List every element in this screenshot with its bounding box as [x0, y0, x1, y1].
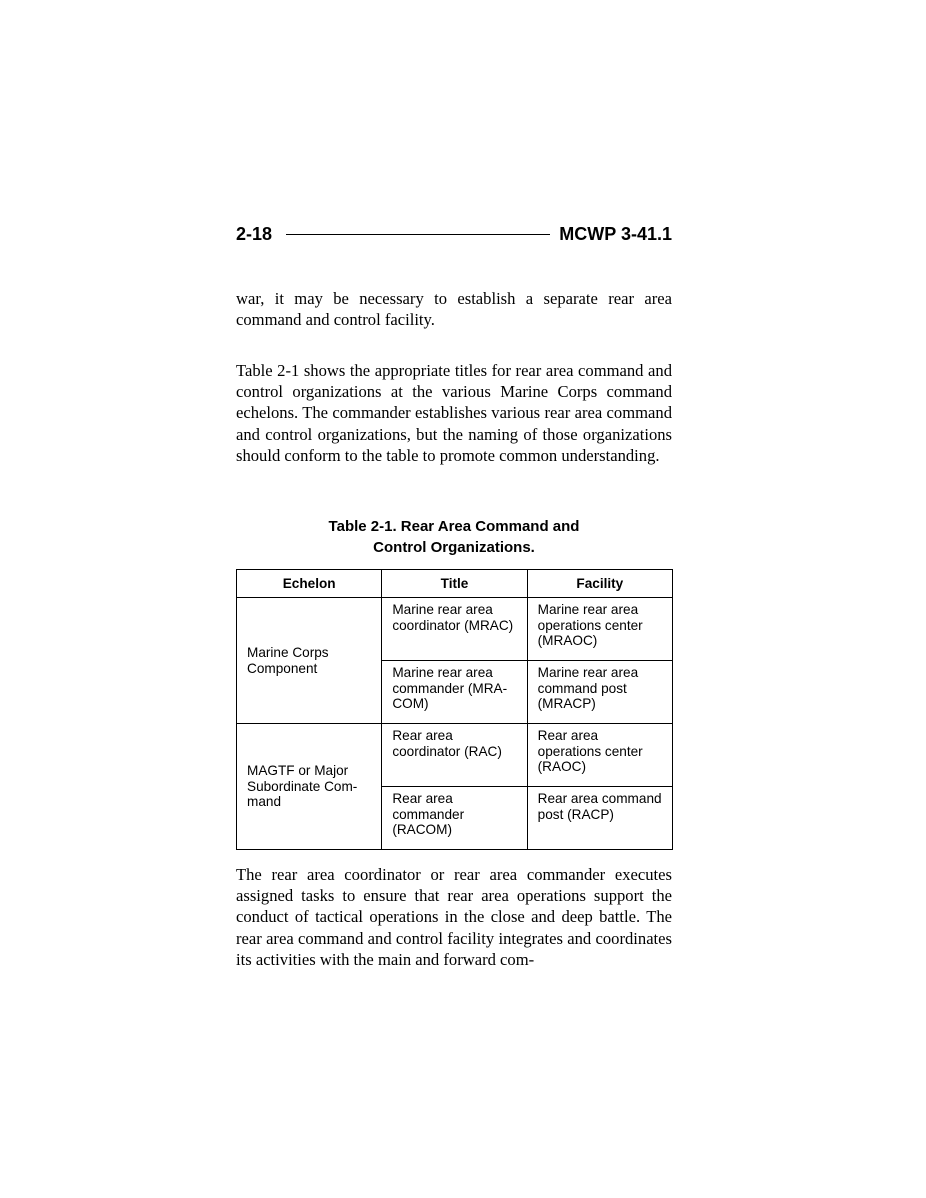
- table-header-row: [237, 570, 673, 598]
- paragraph-intro: war, it may be necessary to establish a separate rear area command and control facility.: [236, 289, 672, 330]
- facility-text: Rear area command post (RACP): [537, 791, 662, 822]
- title-text: Rear area commander (RACOM): [392, 791, 465, 837]
- column-header-facility: Facility: [527, 570, 672, 598]
- title-cell: [382, 598, 527, 661]
- paragraph-table-reference: Table 2-1 shows the appropriate titles for rear area command and control organizations at the various Marine Corps command echelons. The commander establishes various rear area command and control organizations, but the naming of those organizations should conform to the table to promote common understanding.: [236, 361, 672, 465]
- table-caption-line-1: Table 2-1. Rear Area Command and: [328, 518, 580, 535]
- document-id: MCWP 3-41.1: [559, 224, 672, 244]
- facility-text: Marine rear area command post (MRACP): [537, 665, 639, 711]
- page-header: [236, 222, 672, 248]
- table-row: [237, 598, 673, 661]
- title-cell: [382, 787, 527, 850]
- rear-area-organizations-table: [236, 569, 673, 850]
- facility-text: Rear area operations center (RAOC): [537, 728, 643, 774]
- column-header-title: Title: [382, 570, 527, 598]
- header-rule: [286, 234, 550, 235]
- page-number: 2-18: [236, 224, 273, 244]
- column-header-echelon: Echelon: [237, 570, 382, 598]
- echelon-cell: [237, 598, 382, 724]
- echelon-text: MAGTF or Major Subordinate Com-mand: [247, 763, 358, 810]
- facility-cell: [527, 661, 672, 724]
- title-text: Marine rear area commander (MRA-COM): [392, 665, 508, 711]
- title-cell: [382, 724, 527, 787]
- title-text: Rear area coordinator (RAC): [392, 728, 502, 759]
- facility-cell: [527, 787, 672, 850]
- table-caption-line-2: Control Organizations.: [373, 539, 535, 556]
- facility-cell: [527, 598, 672, 661]
- echelon-cell: [237, 724, 382, 850]
- facility-cell: [527, 724, 672, 787]
- table-row: [237, 724, 673, 787]
- echelon-text: Marine Corps Component: [247, 645, 329, 676]
- facility-text: Marine rear area operations center (MRAOC): [537, 602, 643, 648]
- table-caption: [236, 516, 672, 558]
- title-text: Marine rear area coordinator (MRAC): [392, 602, 514, 633]
- title-cell: [382, 661, 527, 724]
- paragraph-rear-area-coordinator: The rear area coordinator or rear area commander executes assigned tasks to ensure that rear area operations support the conduct of tactical operations in the close and deep battle. The rear area command and control facility integrates and coordinates its activities with the main and forward com-: [236, 865, 672, 969]
